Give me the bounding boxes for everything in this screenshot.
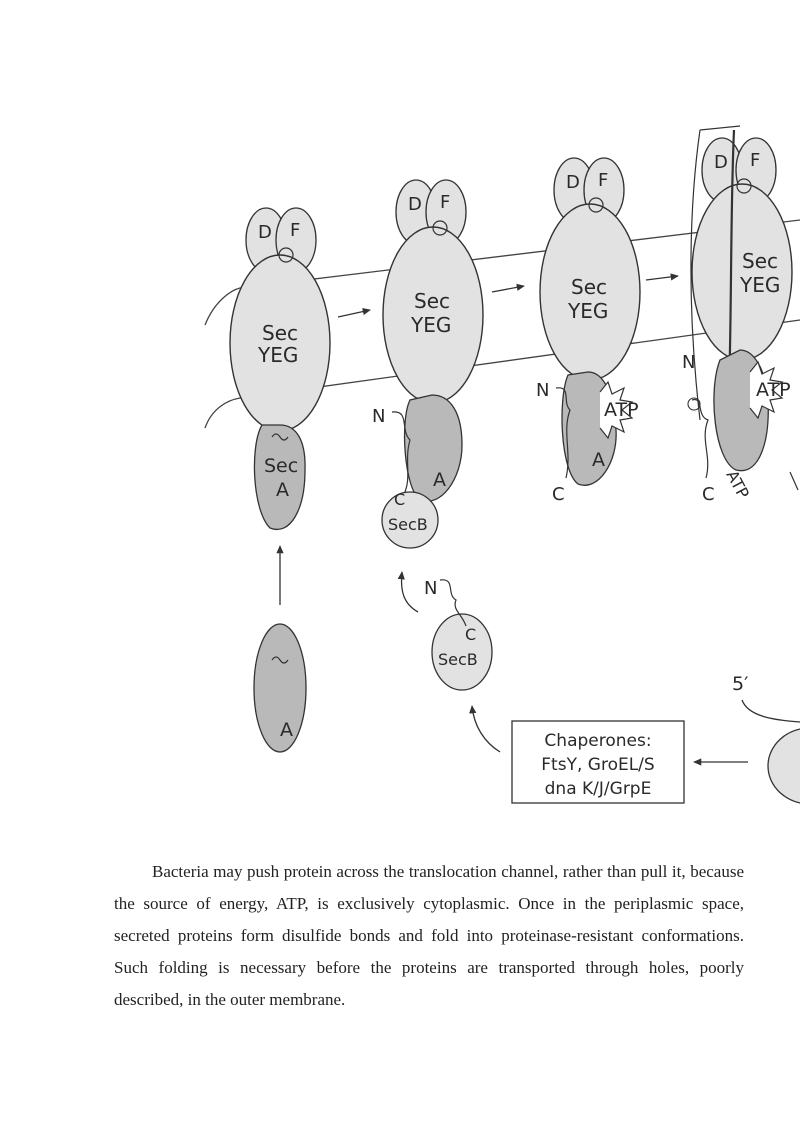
c-terminus-label: C xyxy=(465,625,477,644)
secyeg-label-line2: YEG xyxy=(568,299,609,323)
arrow-right-cut xyxy=(790,472,798,490)
free-seca xyxy=(254,546,306,752)
secyeg-label-line2: YEG xyxy=(411,313,452,337)
secyeg-label-line1: Sec xyxy=(571,275,607,299)
arrow-stage3-to-4 xyxy=(646,276,678,280)
arrow-box-to-secb xyxy=(472,706,500,752)
secd-label: D xyxy=(714,152,728,173)
n-terminus-label: N xyxy=(372,406,386,427)
five-prime-label: 5′ xyxy=(732,673,749,695)
polypeptide-chain xyxy=(692,399,708,478)
n-terminus-label: N xyxy=(682,352,696,373)
chaperones-line2: FtsY, GroEL/S xyxy=(541,755,655,775)
seca-label: A xyxy=(433,469,446,491)
c-terminus-label: C xyxy=(552,484,565,505)
c-terminus-label: C xyxy=(702,484,715,505)
secf-label: F xyxy=(598,170,609,191)
mrna-strand xyxy=(742,700,800,722)
chaperones-box xyxy=(512,721,684,803)
body-paragraph: Bacteria may push protein across the translocation channel, rather than pull it, because the source of energy, ATP, is exclusively cytoplasmic. Once in the periplasmic space, secreted proteins form disulfide bonds and fold into proteinase-resistant conformations. Such folding is necessary before the proteins are transported through holes, poorly described, in the outer membrane. xyxy=(114,862,744,1009)
secyeg-label-line2: YEG xyxy=(740,273,781,297)
arrow-secb-up xyxy=(402,572,418,612)
secd-label: D xyxy=(408,194,422,215)
ribosome xyxy=(768,728,800,804)
secyeg-label-line1: Sec xyxy=(262,321,298,345)
c-terminus-label: C xyxy=(394,490,406,509)
stage-3-complex xyxy=(536,158,640,505)
secb-label: SecB xyxy=(388,515,428,534)
stage-1-complex xyxy=(230,208,330,529)
n-terminus-label: N xyxy=(424,578,438,599)
seca-subunit xyxy=(254,425,305,529)
chaperones-line3: dna K/J/GrpE xyxy=(544,779,652,799)
secd-label: D xyxy=(258,222,272,243)
stage-2-complex xyxy=(372,180,483,548)
atp-label: ATP xyxy=(756,379,791,401)
arrow-stage1-to-2 xyxy=(338,310,370,317)
free-secb xyxy=(402,572,492,690)
secf-label: F xyxy=(290,220,301,241)
secyeg-label-line1: Sec xyxy=(742,249,778,273)
secf-label: F xyxy=(440,192,451,213)
seca-label: A xyxy=(592,449,605,471)
n-terminus-label: N xyxy=(536,380,550,401)
seca-label-line2: A xyxy=(276,479,289,501)
stage-4-complex xyxy=(682,126,798,505)
secyeg-label-line1: Sec xyxy=(414,289,450,313)
secb-label: SecB xyxy=(438,650,478,669)
free-seca-label: A xyxy=(280,719,293,741)
atp-label-rotated: ATP xyxy=(722,466,753,502)
seca-label-line1: Sec xyxy=(264,455,299,477)
secf-label: F xyxy=(750,150,761,171)
atp-label: ATP xyxy=(604,399,639,421)
secd-label: D xyxy=(566,172,580,193)
chaperones-title: Chaperones: xyxy=(544,731,652,751)
secyeg-label-line2: YEG xyxy=(258,343,299,367)
arrow-stage2-to-3 xyxy=(492,286,524,292)
